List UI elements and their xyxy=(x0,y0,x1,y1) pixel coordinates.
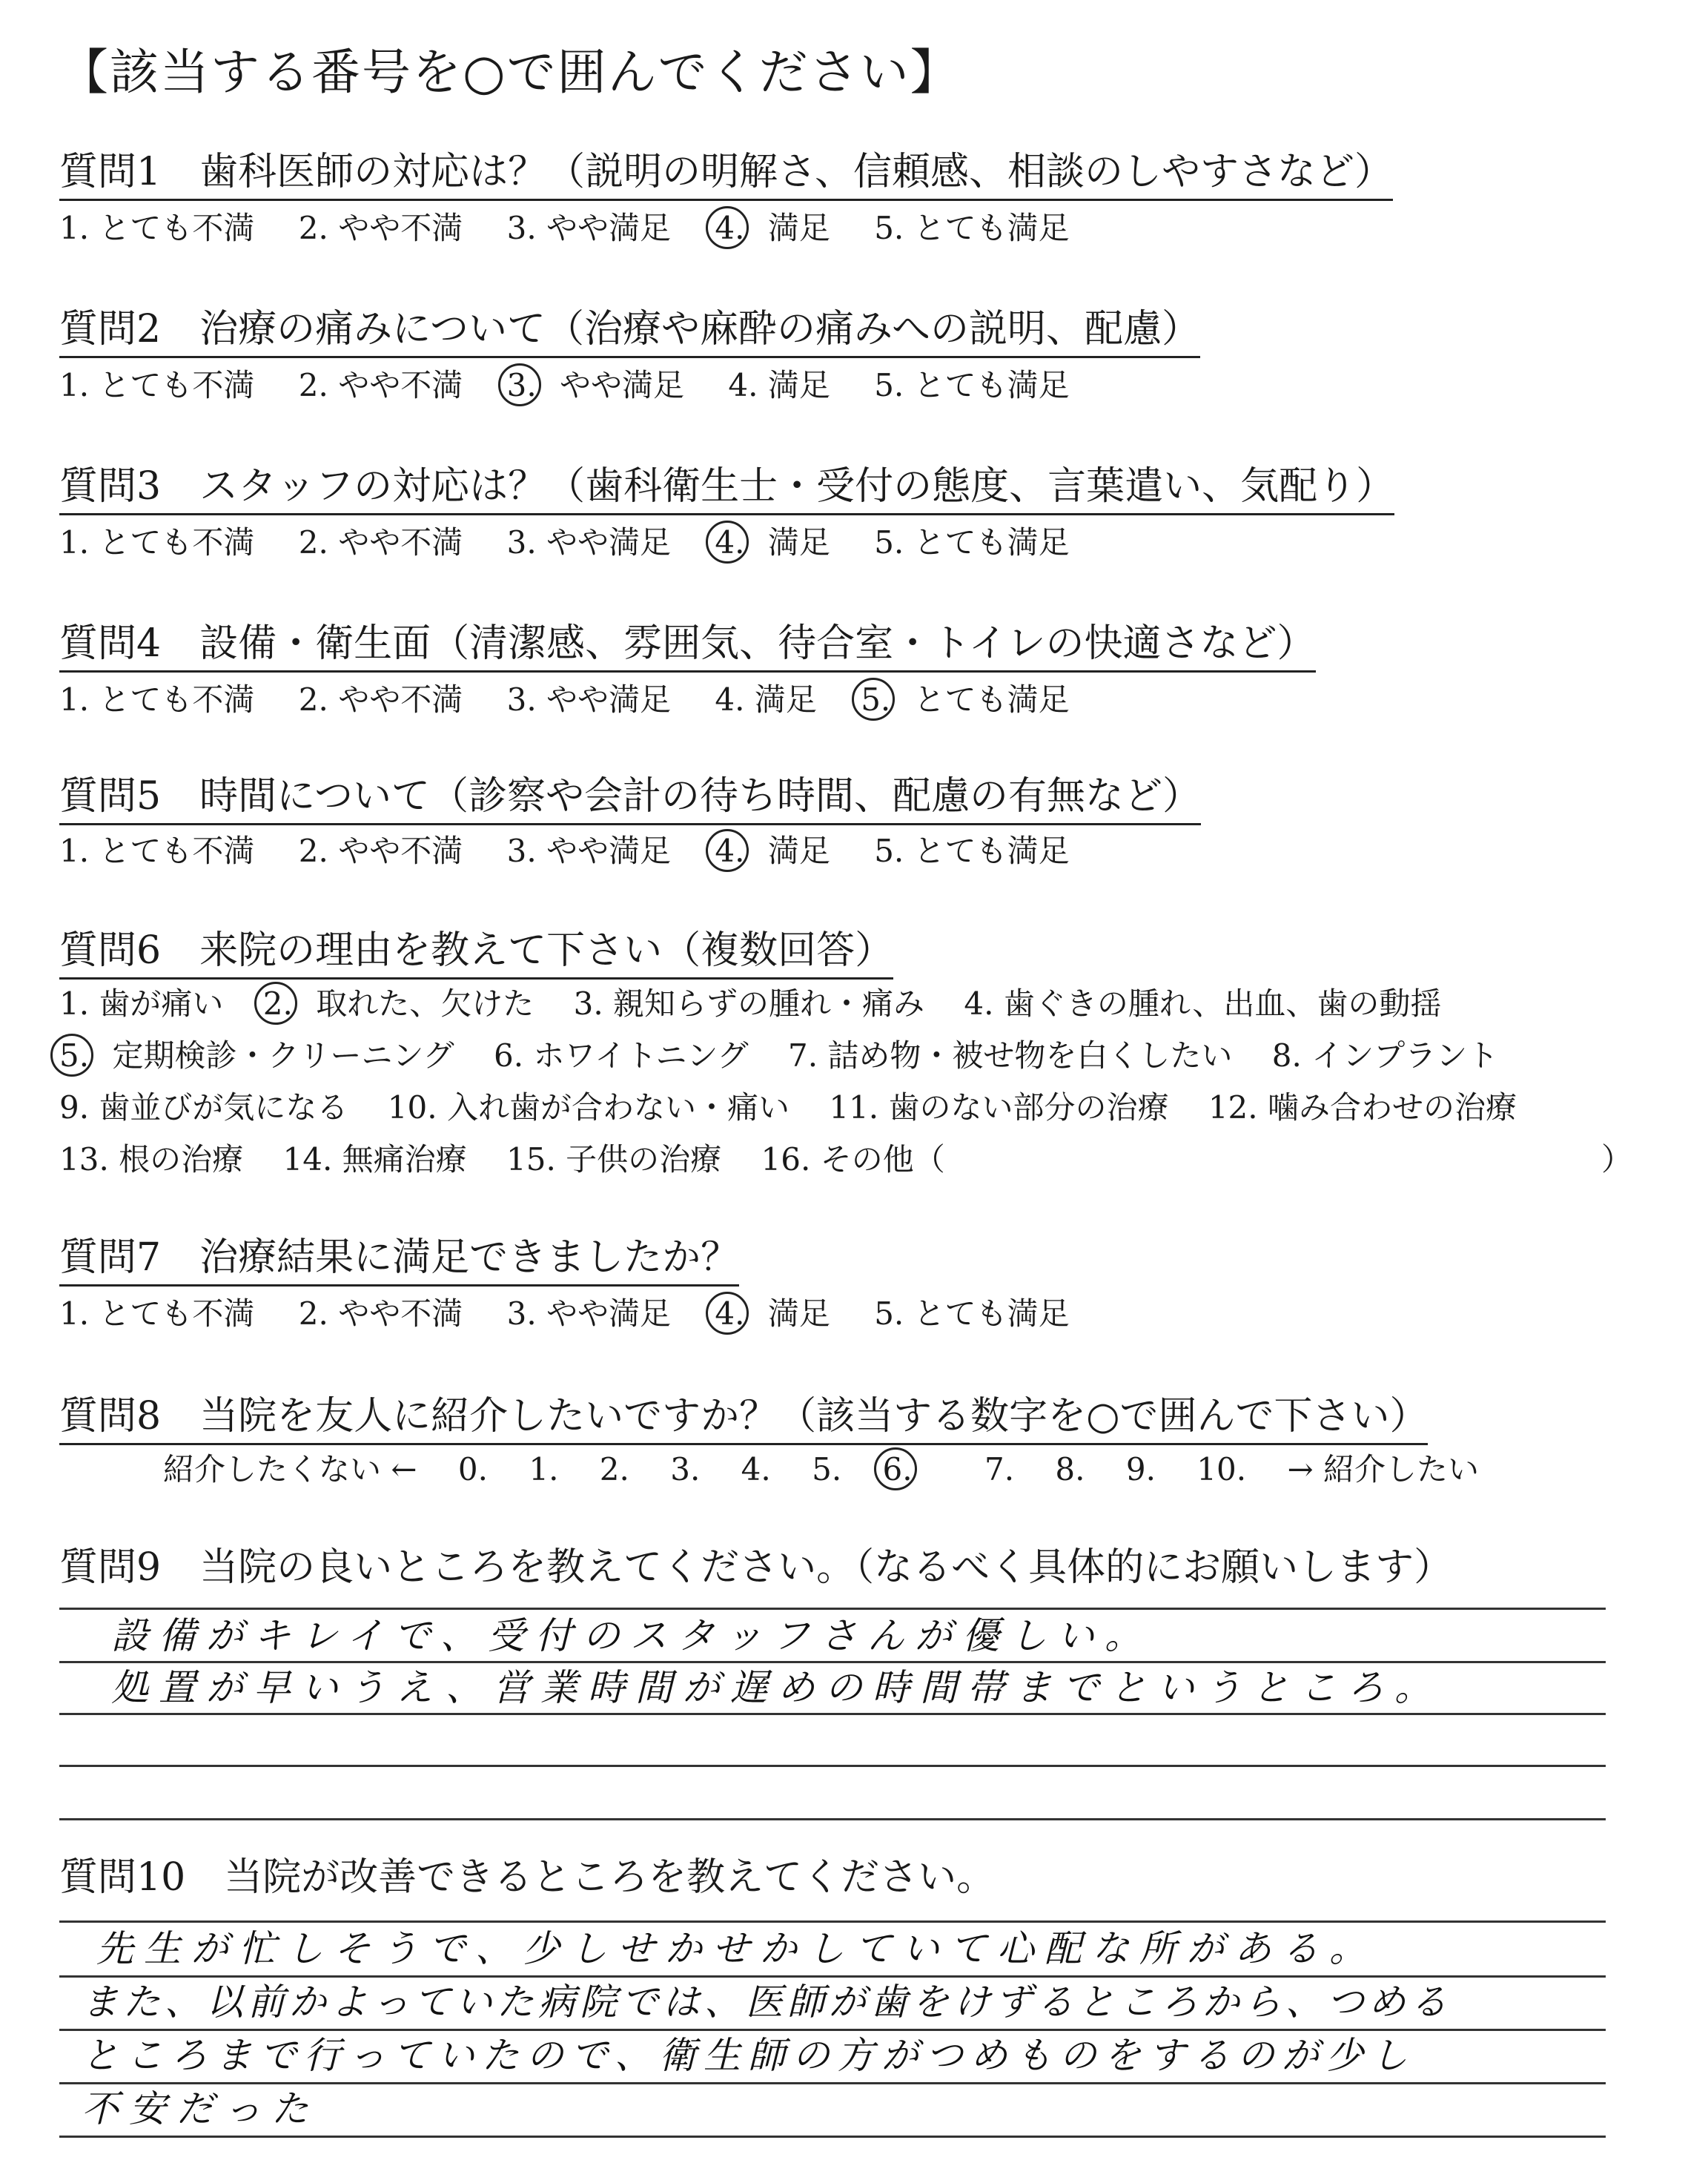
q6-option-16[interactable]: 16. その他（ xyxy=(761,1141,945,1178)
question-8-title: 質問8 当院を友人に紹介したいですか？（該当する数字を○で囲んで下さい） xyxy=(59,1393,1428,1445)
answer-line xyxy=(59,1975,1606,1978)
scale-6-number: 6. xyxy=(882,1451,913,1487)
q1-option-4-selected[interactable] xyxy=(715,209,744,248)
q4-option-2[interactable]: 2. やや不満 xyxy=(298,681,463,718)
q6-option-2-number: 2. xyxy=(262,985,293,1022)
q2-option-1[interactable]: 1. とても不満 xyxy=(59,367,255,403)
q6-option-7[interactable]: 7. 詰め物・被せ物を白くしたい xyxy=(787,1037,1233,1074)
q1-option-1[interactable]: 1. とても不満 xyxy=(59,210,255,246)
q7-option-4-number: 4. xyxy=(715,1295,745,1332)
q2-option-5[interactable]: 5. とても満足 xyxy=(874,367,1070,403)
q7-option-1[interactable]: 1. とても不満 xyxy=(59,1295,255,1332)
question-1-title: 質問1 歯科医師の対応は？（説明の明解さ、信頼感、相談のしやすさなど） xyxy=(59,148,1393,201)
q3-option-4-selected[interactable] xyxy=(715,524,744,562)
answer-line xyxy=(59,1661,1606,1663)
q6-row-1 xyxy=(59,985,1471,1023)
answer-line xyxy=(59,2029,1606,2031)
answer-line xyxy=(59,1608,1606,1610)
q1-option-4-number: 4. xyxy=(715,210,745,246)
scale-10[interactable]: 10. xyxy=(1196,1451,1247,1487)
scale-right-label: → 紹介したい xyxy=(1287,1451,1479,1487)
question-5-title: 質問5 時間について（診察や会計の待ち時間、配慮の有無など） xyxy=(59,773,1201,825)
q3-option-1[interactable]: 1. とても不満 xyxy=(59,524,255,561)
answer-line xyxy=(59,1713,1606,1715)
q5-option-4-selected[interactable] xyxy=(715,832,744,871)
q5-option-2[interactable]: 2. やや不満 xyxy=(298,833,463,869)
question-3-title: 質問3 スタッフの対応は？（歯科衛生士・受付の態度、言葉遣い、気配り） xyxy=(59,463,1394,515)
q6-option-9[interactable]: 9. 歯並びが気になる xyxy=(59,1089,348,1126)
question-7-options xyxy=(59,1295,1104,1333)
q7-option-5[interactable]: 5. とても満足 xyxy=(874,1295,1070,1332)
q2-option-3-label: やや満足 xyxy=(560,367,685,403)
q6-other-close-paren: ） xyxy=(1601,1141,1633,1178)
q4-option-4[interactable]: 4. 満足 xyxy=(715,681,817,718)
scale-3[interactable]: 3. xyxy=(670,1451,701,1487)
q9-answer-line-2[interactable]: 処置が早いうえ、営業時間が遅めの時間帯までというところ。 xyxy=(111,1666,1442,1709)
q6-option-2-label: 取れた、欠けた xyxy=(316,985,534,1022)
q6-row-2 xyxy=(59,1037,1528,1075)
q3-option-4-number: 4. xyxy=(715,524,745,561)
page-title: 【該当する番号を○で囲んでください】 xyxy=(59,44,961,101)
answer-line xyxy=(59,1818,1606,1820)
q6-option-11[interactable]: 11. 歯のない部分の治療 xyxy=(829,1089,1169,1126)
q6-option-6[interactable]: 6. ホワイトニング xyxy=(493,1037,749,1074)
recommend-scale xyxy=(163,1450,1510,1489)
question-7-title: 質問7 治療結果に満足できましたか？ xyxy=(59,1234,739,1287)
q6-option-5-selected[interactable] xyxy=(59,1037,89,1075)
q4-option-5-label: とても満足 xyxy=(913,681,1070,718)
q2-option-4[interactable]: 4. 満足 xyxy=(728,367,830,403)
q1-option-2[interactable]: 2. やや不満 xyxy=(298,210,463,246)
question-4-options xyxy=(59,681,1104,719)
q6-option-8[interactable]: 8. インプラント xyxy=(1271,1037,1499,1074)
q6-option-1[interactable]: 1. 歯が痛い xyxy=(59,985,224,1022)
q3-option-2[interactable]: 2. やや不満 xyxy=(298,524,463,561)
q10-answer-line-2[interactable]: また、以前かよっていた病院では、医師が歯をけずるところから、つめる xyxy=(82,1981,1452,2024)
question-1-options xyxy=(59,209,1104,248)
q6-option-14[interactable]: 14. 無痛治療 xyxy=(282,1141,467,1178)
q4-option-5-number: 5. xyxy=(861,681,891,718)
q4-option-5-selected[interactable] xyxy=(861,681,890,719)
q2-option-3-number: 3. xyxy=(506,367,537,403)
q6-option-12[interactable]: 12. 噛み合わせの治療 xyxy=(1208,1089,1517,1126)
q5-option-3[interactable]: 3. やや満足 xyxy=(506,833,672,869)
scale-0[interactable]: 0. xyxy=(457,1451,488,1487)
q5-option-1[interactable]: 1. とても不満 xyxy=(59,833,255,869)
scale-8[interactable]: 8. xyxy=(1055,1451,1085,1487)
q2-option-2[interactable]: 2. やや不満 xyxy=(298,367,463,403)
question-3-options xyxy=(59,524,1104,562)
q5-option-4-label: 満足 xyxy=(767,833,830,869)
q3-option-5[interactable]: 5. とても満足 xyxy=(874,524,1070,561)
question-2-options xyxy=(59,366,1104,405)
question-4-title: 質問4 設備・衛生面（清潔感、雰囲気、待合室・トイレの快適さなど） xyxy=(59,620,1316,673)
q7-option-4-label: 満足 xyxy=(767,1295,830,1332)
scale-6-selected[interactable] xyxy=(883,1450,944,1489)
q2-option-3-selected[interactable] xyxy=(507,366,537,405)
q6-row-4 xyxy=(59,1140,975,1179)
q9-answer-line-1[interactable]: 設備がキレイで、受付のスタッフさんが優しい。 xyxy=(111,1614,1152,1657)
answer-line xyxy=(59,2082,1606,2084)
q4-option-3[interactable]: 3. やや満足 xyxy=(506,681,672,718)
q7-option-2[interactable]: 2. やや不満 xyxy=(298,1295,463,1332)
q6-row-3 xyxy=(59,1089,1546,1127)
scale-7[interactable]: 7. xyxy=(984,1451,1015,1487)
question-10-title: 質問10 当院が改善できるところを教えてください。 xyxy=(59,1855,996,1900)
scale-4[interactable]: 4. xyxy=(741,1451,771,1487)
q1-option-3[interactable]: 3. やや満足 xyxy=(506,210,672,246)
q3-option-4-label: 満足 xyxy=(767,524,830,561)
question-6-title: 質問6 来院の理由を教えて下さい（複数回答） xyxy=(59,927,893,980)
q10-answer-line-1[interactable]: 先生が忙しそうで、少しせかせかしていて心配な所がある。 xyxy=(96,1927,1377,1970)
scale-1[interactable]: 1. xyxy=(529,1451,559,1487)
answer-line xyxy=(59,2136,1606,2138)
q1-option-5[interactable]: 5. とても満足 xyxy=(874,210,1070,246)
q7-option-3[interactable]: 3. やや満足 xyxy=(506,1295,672,1332)
q6-option-3[interactable]: 3. 親知らずの腫れ・痛み xyxy=(573,985,925,1022)
scale-left-label: 紹介したくない ← xyxy=(163,1451,417,1487)
q6-option-5-number: 5. xyxy=(59,1037,90,1074)
q3-option-3[interactable]: 3. やや満足 xyxy=(506,524,672,561)
question-5-options xyxy=(59,832,1104,871)
answer-line xyxy=(59,1765,1606,1767)
question-2-title: 質問2 治療の痛みについて（治療や麻酔の痛みへの説明、配慮） xyxy=(59,305,1200,358)
q10-answer-line-3[interactable]: ところまで行っていたので、衛生師の方がつめものをするのが少し xyxy=(82,2034,1415,2077)
q5-option-5[interactable]: 5. とても満足 xyxy=(874,833,1070,869)
q6-option-15[interactable]: 15. 子供の治療 xyxy=(506,1141,722,1178)
q6-option-10[interactable]: 10. 入れ歯が合わない・痛い xyxy=(387,1089,790,1126)
q4-option-1[interactable]: 1. とても不満 xyxy=(59,681,255,718)
scale-2[interactable]: 2. xyxy=(599,1451,629,1487)
scale-5[interactable]: 5. xyxy=(812,1451,842,1487)
q6-option-5-label: 定期検診・クリーニング xyxy=(112,1037,454,1074)
scale-9[interactable]: 9. xyxy=(1125,1451,1156,1487)
question-9-title: 質問9 当院の良いところを教えてください。（なるべく具体的にお願いします） xyxy=(59,1545,1453,1590)
q1-option-4-label: 満足 xyxy=(767,210,830,246)
q5-option-4-number: 4. xyxy=(715,833,745,869)
q10-answer-line-4[interactable]: 不安だった xyxy=(82,2087,319,2130)
answer-line xyxy=(59,1920,1606,1923)
q6-option-13[interactable]: 13. 根の治療 xyxy=(59,1141,244,1178)
q6-option-4[interactable]: 4. 歯ぐきの腫れ、出血、歯の動揺 xyxy=(964,985,1442,1022)
q7-option-4-selected[interactable] xyxy=(715,1295,744,1333)
q6-option-2-selected[interactable] xyxy=(263,985,293,1023)
